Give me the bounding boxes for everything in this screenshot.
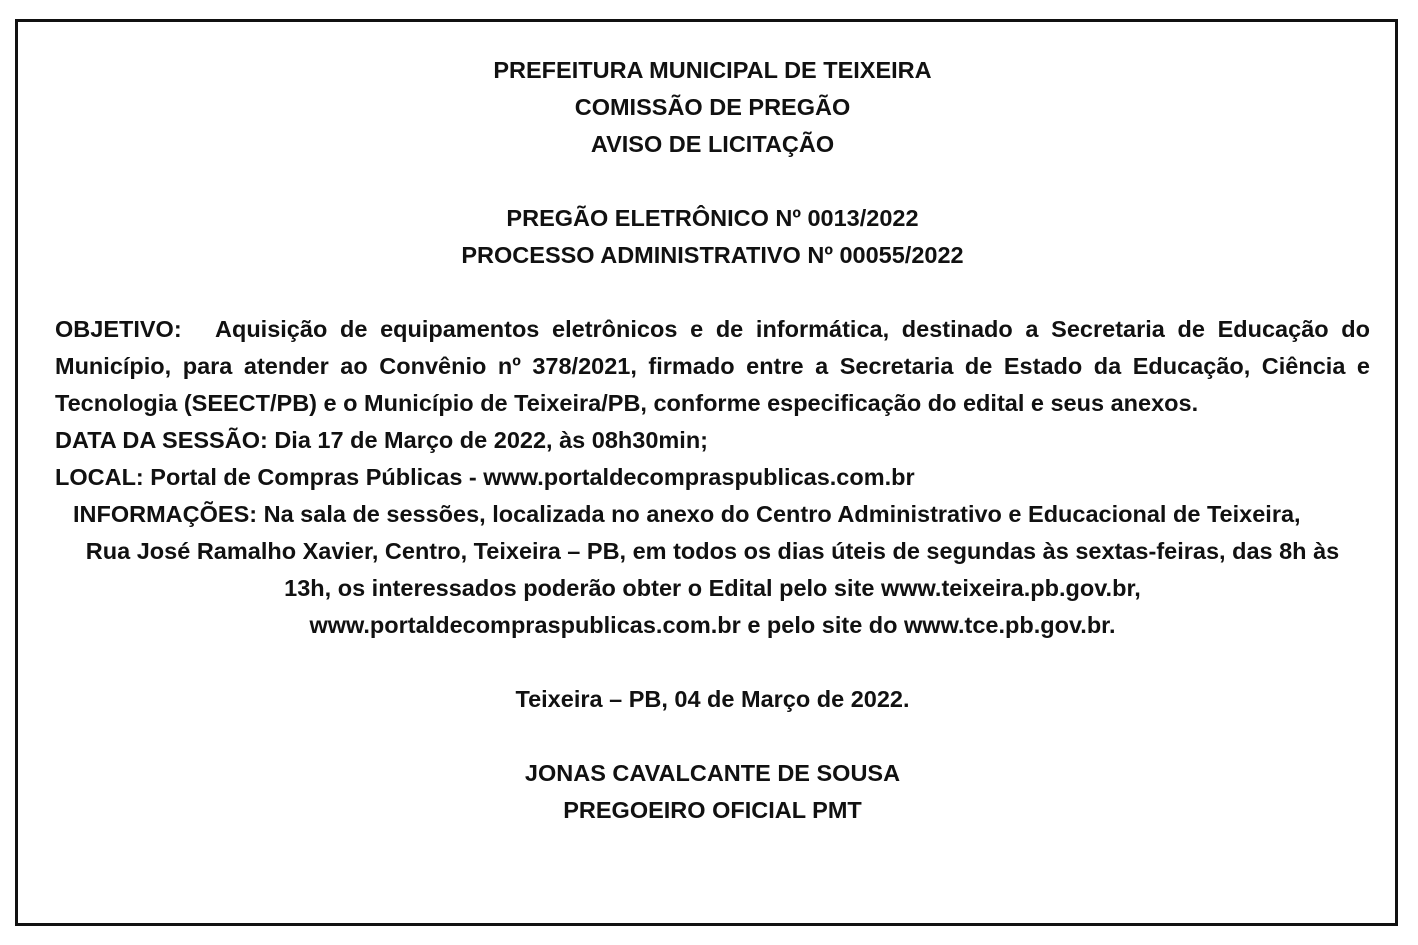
information-line: www.portaldecompraspublicas.com.br e pelo site do www.tce.pb.gov.br.: [309, 612, 1116, 638]
information-paragraph: [55, 496, 1370, 644]
objective-paragraph: [55, 311, 1370, 422]
signature-block: [55, 755, 1370, 829]
information-line: Rua José Ramalho Xavier, Centro, Teixeira – PB, em todos os dias úteis de segundas às sextas-feiras, das 8h às: [85, 538, 1340, 564]
place-date: Teixeira – PB, 04 de Março de 2022.: [515, 686, 910, 712]
notice-title: AVISO DE LICITAÇÃO: [590, 131, 835, 157]
information-line: INFORMAÇÕES: Na sala de sessões, localizada no anexo do Centro Administrativo e Educacional de Teixeira,: [73, 501, 1301, 527]
pregao-number: PREGÃO ELETRÔNICO Nº 0013/2022: [506, 205, 919, 231]
spacer: [55, 718, 1370, 755]
objective-text: Aquisição de equipamentos eletrônicos e de informática, destinado a Secretaria de Educação do Município, para atender ao Convênio nº 378/2021, firmado entre a Secretaria de Estado da Educação, Ciência e Tecnologia (SEECT/PB) e o Município de Teixeira/PB, conforme especificação do edital e seus anexos.: [55, 316, 1370, 416]
objective-label: OBJETIVO:: [55, 316, 182, 342]
spacer: [55, 163, 1370, 200]
spacer: [55, 644, 1370, 681]
spacer: [55, 274, 1370, 311]
session-date: DATA DA SESSÃO: Dia 17 de Março de 2022, às 08h30min;: [55, 427, 708, 453]
notice-content: [55, 52, 1370, 829]
processo-number: PROCESSO ADMINISTRATIVO Nº 00055/2022: [461, 242, 964, 268]
institution-name: PREFEITURA MUNICIPAL DE TEIXEIRA: [493, 57, 932, 83]
signer-title: PREGOEIRO OFICIAL PMT: [563, 797, 862, 823]
commission-name: COMISSÃO DE PREGÃO: [574, 94, 851, 120]
session-location: LOCAL: Portal de Compras Públicas - www.portaldecompraspublicas.com.br: [55, 464, 915, 490]
notice-date: [55, 681, 1370, 718]
process-numbers: [55, 200, 1370, 274]
signer-name: JONAS CAVALCANTE DE SOUSA: [524, 760, 901, 786]
information-line: 13h, os interessados poderão obter o Edital pelo site www.teixeira.pb.gov.br,: [284, 575, 1141, 601]
notice-header: [55, 52, 1370, 163]
